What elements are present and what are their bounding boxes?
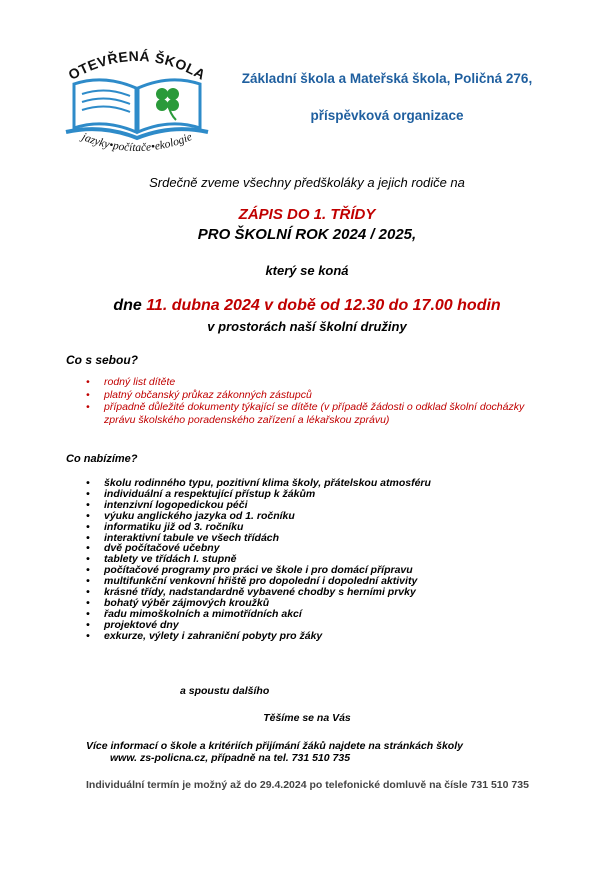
list-item: • platný občanský průkaz zákonných zástupců: [86, 389, 546, 402]
date-text: 11. dubna 2024 v době od 12.30 do 17.00 hodin: [146, 297, 501, 314]
list-item: • řadu mimoškolních a mimotřídních akcí: [86, 609, 546, 620]
list-item: • krásné třídy, nadstandardně vybavené chodby s herními prvky: [86, 587, 546, 598]
list-item: • exkurze, výlety i zahraniční pobyty pro žáky: [86, 631, 546, 642]
info-line-2: www. zs-policna.cz, případně na tel. 731 510 735: [110, 752, 351, 764]
event-place: v prostorách naší školní družiny: [207, 319, 407, 334]
list-item: • projektové dny: [86, 620, 546, 631]
school-name: Základní škola a Mateřská škola, Poličná 276,: [241, 71, 533, 86]
list-item: • individuální a respektující přístup k žákům: [86, 489, 546, 500]
logo-arc-text: OTEVŘENÁ ŠKOLA: [65, 47, 209, 83]
svg-text:OTEVŘENÁ ŠKOLA: [66, 48, 209, 83]
more-text: a spoustu dalšího: [180, 685, 270, 697]
svg-text:jazyky•počítače•ekologie: [78, 130, 194, 154]
list-item: • intenzivní logopedickou péči: [86, 500, 546, 511]
logo-bottom-text: jazyky•počítače•ekologie: [80, 131, 194, 155]
school-organization: příspěvková organizace: [310, 108, 464, 123]
title-line-2: PRO ŠKOLNÍ ROK 2024 / 2025,: [197, 226, 417, 243]
offer-list: [86, 478, 546, 642]
bring-heading: Co s sebou?: [66, 353, 139, 367]
list-item: • interaktivní tabule ve všech třídách: [86, 533, 546, 544]
info-line-1: Více informací o škole a kritériích přijímání žáků najdete na stránkách školy: [86, 740, 463, 752]
look-forward-text: Těšíme se na Vás: [263, 712, 351, 724]
school-logo: [52, 44, 222, 156]
offer-heading: Co nabízíme?: [66, 453, 138, 465]
list-item: • rodný list dítěte: [86, 376, 546, 389]
invite-text: Srdečně zveme všechny předškoláky a jejich rodiče na: [149, 175, 465, 190]
list-item: • informatiku již od 3. ročníku: [86, 522, 546, 533]
individual-term-text: Individuální termín je možný až do 29.4.2024 po telefonické domluvě na čísle 731 510 735: [86, 779, 529, 791]
list-item: • tablety ve třídách I. stupně: [86, 554, 546, 565]
bring-list: [86, 376, 546, 426]
date-prefix: dne: [113, 297, 147, 314]
list-item: • školu rodinného typu, pozitivní klima školy, přátelskou atmosféru: [86, 478, 546, 489]
list-item: • případně důležité dokumenty týkající se dítěte (v případě žádosti o odklad školní docházky zprávu školského poradenského zařízení a lékařskou zprávu): [86, 401, 546, 426]
list-item: • počítačové programy pro práci ve škole i pro domácí přípravu: [86, 565, 546, 576]
list-item: • dvě počítačové učebny: [86, 543, 546, 554]
held-text: který se koná: [265, 263, 349, 278]
title-line-1: ZÁPIS DO 1. TŘÍDY: [238, 206, 376, 223]
event-date: [0, 297, 614, 315]
list-item: • bohatý výběr zájmových kroužků: [86, 598, 546, 609]
list-item: • výuku anglického jazyka od 1. ročníku: [86, 511, 546, 522]
open-book-with-clover-icon: [52, 44, 222, 156]
list-item: • multifunkční venkovní hřiště pro dopolední i dopolední aktivity: [86, 576, 546, 587]
